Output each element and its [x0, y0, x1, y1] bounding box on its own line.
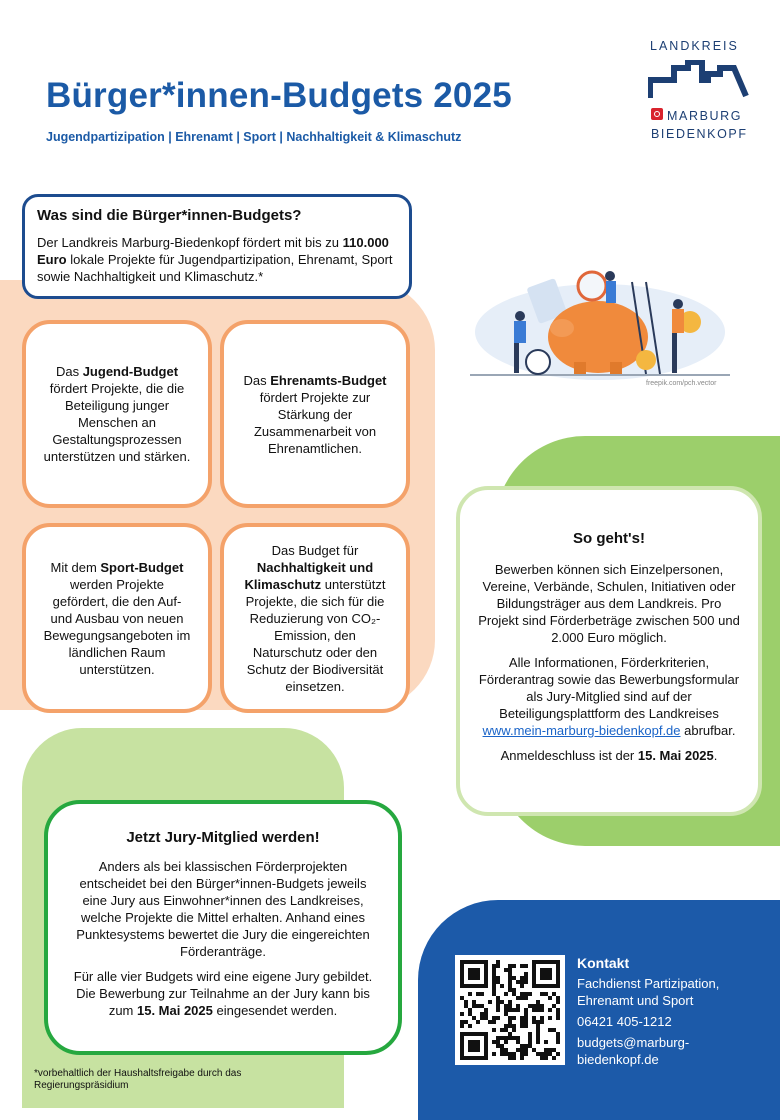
how-it-works-box [456, 486, 762, 816]
climate-budget-pre: Das Budget für [271, 542, 359, 558]
piggy-bank-illustration [470, 262, 730, 380]
youth-budget-text [42, 363, 192, 465]
how-info-post: abrufbar. [680, 723, 736, 738]
contact-block [577, 955, 767, 1072]
qr-code-icon[interactable] [455, 955, 565, 1065]
landkreis-logo [645, 30, 755, 150]
footnote: *vorbehaltlich der Haushaltsfreigabe durch das Regierungspräsidium [34, 1068, 242, 1091]
jury-deadline-date: 15. Mai 2025 [136, 1002, 213, 1018]
sport-budget-pre: Mit dem [50, 559, 101, 575]
illustration-credit: freepik.com/pch.vector [646, 380, 717, 387]
contact-email[interactable]: budgets@marburg-biedenkopf.de [577, 1035, 690, 1067]
intro-box [22, 194, 412, 299]
volunteer-budget-text [240, 372, 390, 457]
logo-text-marburg: MARBURG [667, 109, 743, 123]
deadline-text [501, 747, 718, 764]
contact-department: Fachdienst Partizipation, Ehrenamt und Sport [577, 976, 720, 1008]
logo-mark-icon [651, 108, 663, 120]
skyline-icon [648, 60, 750, 100]
page-subtitle: Jugendpartizipation | Ehrenamt | Sport | Nachhaltigkeit & Klimaschutz [46, 130, 462, 144]
climate-budget-text [240, 542, 390, 695]
deadline-pre: Anmeldeschluss ist der [500, 748, 638, 763]
jury-application-text [68, 968, 378, 1019]
jury-box [44, 800, 402, 1055]
deadline-post: . [713, 748, 718, 763]
intro-text [37, 234, 397, 285]
sport-budget-box [22, 523, 212, 713]
climate-budget-name: Nachhaltigkeit und Klimaschutz [244, 559, 374, 592]
platform-link[interactable]: www.mein-marburg-biedenkopf.de [482, 723, 681, 738]
deadline-date: 15. Mai 2025 [637, 748, 714, 763]
logo-text-landkreis: LANDKREIS [650, 39, 739, 53]
youth-budget-name: Jugend-Budget [82, 364, 179, 379]
youth-budget-box [22, 320, 212, 508]
volunteer-budget-pre: Das [243, 372, 271, 388]
page-title: Bürger*innen-Budgets 2025 [46, 76, 512, 115]
volunteer-budget-post: fördert Projekte zur Stärkung der Zusammenarbeit von Ehrenamtlichen. [253, 389, 377, 456]
jury-description: Anders als bei klassischen Förderprojekten entscheidet bei den Bürger*innen-Budgets jeweils eine Jury aus Einwohner*innen des Landkreises, welche Projekte die Mittel erhalten. Anhand eines Punktesystems bewertet die Jury die eingereichten Förderanträge. [76, 858, 370, 959]
sport-budget-post: werden Projekte gefördert, die den Auf- und Ausbau von neuen Bewegungsangeboten im ländlichen Raum unterstützen. [43, 576, 191, 677]
jury-heading: Jetzt Jury-Mitglied werden! [126, 828, 320, 846]
how-eligibility-text: Bewerben können sich Einzelpersonen, Vereine, Verbände, Schulen, Initiativen oder Bildungsträger aus dem Landkreis. Pro Projekt sind Förderbeträge zwischen 500 und 2.000 Euro möglich. [478, 562, 740, 645]
sport-budget-name: Sport-Budget [100, 559, 184, 575]
how-info-pre: Alle Informationen, Förderkriterien, Förderantrag sowie das Bewerbungsformular als Jury-Mitglied sind auf der Beteiligungsplattform des Landkreises [478, 655, 740, 721]
volunteer-budget-name: Ehrenamts-Budget [270, 372, 387, 388]
sport-budget-text [42, 559, 192, 678]
climate-budget-box [220, 523, 410, 713]
jury-application-post: eingesendet werden. [212, 1002, 338, 1018]
volunteer-budget-box [220, 320, 410, 508]
contact-heading: Kontakt [577, 955, 630, 971]
climate-budget-post: unterstützt Projekte, die sich für die Reduzierung von CO₂-Emission, den Naturschutz oder den Schutz der Biodiversität einsetzen. [245, 576, 386, 694]
how-heading: So geht's! [573, 530, 645, 547]
intro-text-pre: Der Landkreis Marburg-Biedenkopf fördert mit bis zu [37, 235, 343, 250]
intro-text-post: lokale Projekte für Jugendpartizipation, Ehrenamt, Sport sowie Nachhaltigkeit und Klimaschutz.* [37, 252, 393, 284]
how-info-text [478, 654, 740, 739]
youth-budget-post: fördert Projekte, die die Beteiligung junger Menschen an Gestaltungsprozessen unterstützen und stärken. [43, 381, 191, 464]
intro-amount: 110.000 Euro [37, 235, 389, 267]
logo-text-biedenkopf: BIEDENKOPF [651, 127, 748, 141]
jury-application-pre: Für alle vier Budgets wird eine eigene Jury gebildet. Die Bewerbung zur Teilnahme an der Jury kann bis zum [73, 968, 373, 1018]
youth-budget-pre: Das [55, 364, 83, 379]
contact-phone[interactable]: 06421 405-1212 [577, 1014, 672, 1029]
intro-heading: Was sind die Bürger*innen-Budgets? [37, 207, 302, 224]
